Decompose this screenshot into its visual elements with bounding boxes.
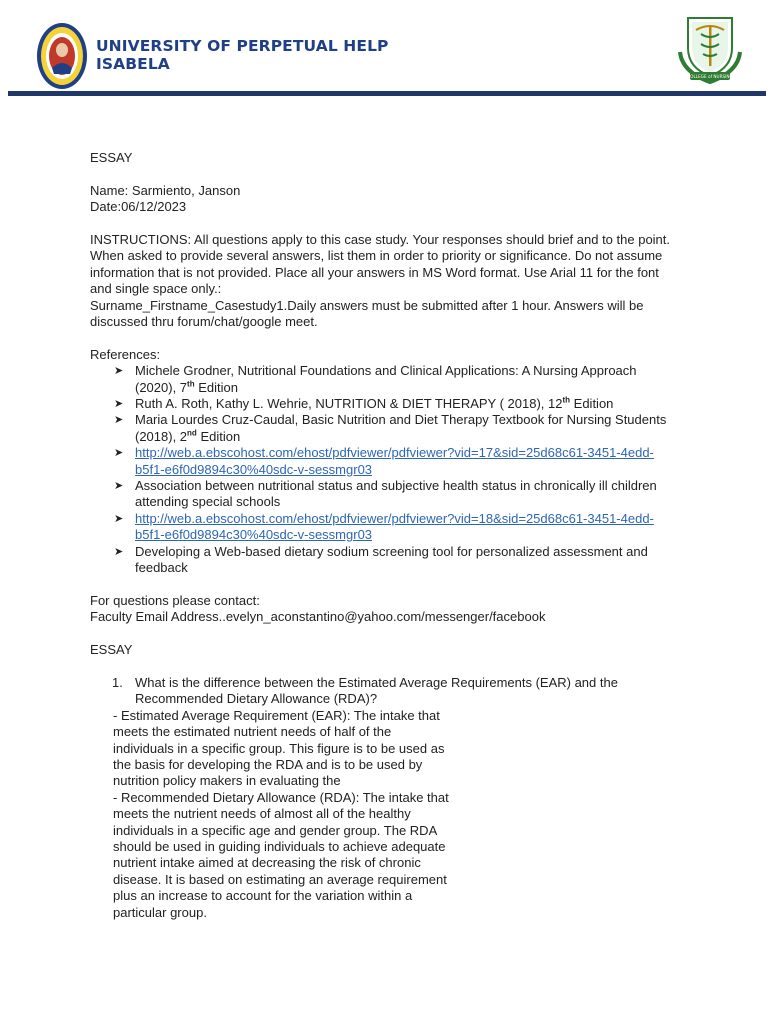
university-name-line2: ISABELA — [96, 55, 170, 73]
essay-label: ESSAY — [90, 642, 133, 658]
question-text: What is the difference between the Estimated Average Requirements (EAR) and the Recommended Dietary Allowance (RDA)? — [135, 674, 618, 707]
college-of-nursing-crest-icon — [676, 12, 744, 84]
university-name-line1: UNIVERSITY OF PERPETUAL HELP — [96, 37, 389, 55]
reference-item — [90, 445, 680, 478]
ordinal-suffix: nd — [187, 428, 197, 438]
answer-rda: - Recommended Dietary Allowance (RDA): The intake that meets the nutrient needs of almost all of the healthy individuals in a specific age and gender group. The RDA should be used in guiding individuals to achieve adequate nutrient intake aimed at decreasing the risk of chronic disease. It is based on estimating an average requirement plus an increase to account for the variation within a particular group. — [113, 789, 449, 920]
reference-item — [90, 363, 680, 396]
reference-item — [90, 544, 680, 577]
reference-text: Maria Lourdes Cruz-Caudal, Basic Nutrition and Diet Therapy Textbook for Nursing Students (2018), 2 — [135, 412, 667, 444]
question-number: 1. — [112, 674, 123, 690]
arrow-bullet-icon: ➤ — [114, 545, 124, 558]
crest-caption: COLLEGE of NURSING — [687, 74, 733, 79]
reference-item — [90, 396, 680, 412]
question-item — [90, 675, 680, 708]
contact-email-line: Faculty Email Address..evelyn_aconstantino@yahoo.com/messenger/facebook — [90, 609, 546, 625]
arrow-bullet-icon: ➤ — [114, 512, 124, 525]
header-rule — [8, 91, 766, 96]
letterhead — [0, 0, 768, 98]
submission-date: Date:06/12/2023 — [90, 199, 187, 215]
arrow-bullet-icon: ➤ — [114, 414, 124, 427]
answer-ear: - Estimated Average Requirement (EAR): The intake that meets the estimated nutrient needs of half of the individuals in a specific group. This figure is to be used as the basis for developing the RDA and is to be used by nutrition policy makers in evaluating the — [113, 707, 445, 789]
arrow-bullet-icon: ➤ — [114, 398, 124, 411]
reference-link[interactable]: http://web.a.ebscohost.com/ehost/pdfviewer/pdfviewer?vid=18&sid=25d68c61-3451-4edd-b5f1-e6f0d9894c30%40sdc-v-sessmgr03 — [135, 510, 654, 543]
reference-link[interactable]: http://web.a.ebscohost.com/ehost/pdfviewer/pdfviewer?vid=17&sid=25d68c61-3451-4edd-b5f1-e6f0d9894c30%40sdc-v-sessmgr03 — [135, 445, 654, 477]
ordinal-suffix: th — [562, 395, 571, 405]
references-label: References: — [90, 346, 161, 362]
university-name — [96, 37, 389, 73]
reference-tail: Edition — [194, 379, 238, 395]
reference-text: Association between nutritional status and subjective health status in chronically ill children attending special schools — [135, 478, 657, 510]
arrow-bullet-icon: ➤ — [114, 447, 124, 460]
instructions-paragraph: INSTRUCTIONS: All questions apply to this case study. Your responses should brief and to the point. When asked to provide several answers, list them in order to priority or significance. Do not assume information that is not provided. Place all your answers in MS Word format. Use Arial 11 for the font and single space only.: — [90, 232, 671, 297]
reference-text: Ruth A. Roth, Kathy L. Wehrie, NUTRITION & DIET THERAPY ( 2018), 12 — [135, 396, 563, 412]
reference-tail: Edition — [570, 396, 614, 412]
arrow-bullet-icon: ➤ — [114, 480, 124, 493]
reference-item — [90, 511, 680, 544]
answer-text — [113, 708, 449, 921]
document-body — [90, 150, 680, 921]
references-list — [90, 363, 680, 576]
reference-tail: Edition — [196, 428, 241, 444]
student-name: Name: Sarmiento, Janson — [90, 182, 241, 198]
document-title: ESSAY — [90, 150, 133, 165]
reference-item — [90, 478, 680, 511]
instructions-paragraph-2: Surname_Firstname_Casestudy1.Daily answers must be submitted after 1 hour. Answers will be discussed thru forum/chat/google meet. — [90, 297, 644, 330]
contact-label: For questions please contact: — [90, 592, 260, 608]
university-seal-icon — [36, 22, 88, 90]
reference-text: Michele Grodner, Nutritional Foundations and Clinical Applications: A Nursing Approach (2020), 7 — [135, 363, 637, 395]
ordinal-suffix: th — [187, 379, 195, 389]
arrow-bullet-icon: ➤ — [114, 365, 124, 378]
reference-item — [90, 412, 680, 445]
reference-text: Developing a Web-based dietary sodium screening tool for personalized assessment and feedback — [135, 543, 648, 576]
